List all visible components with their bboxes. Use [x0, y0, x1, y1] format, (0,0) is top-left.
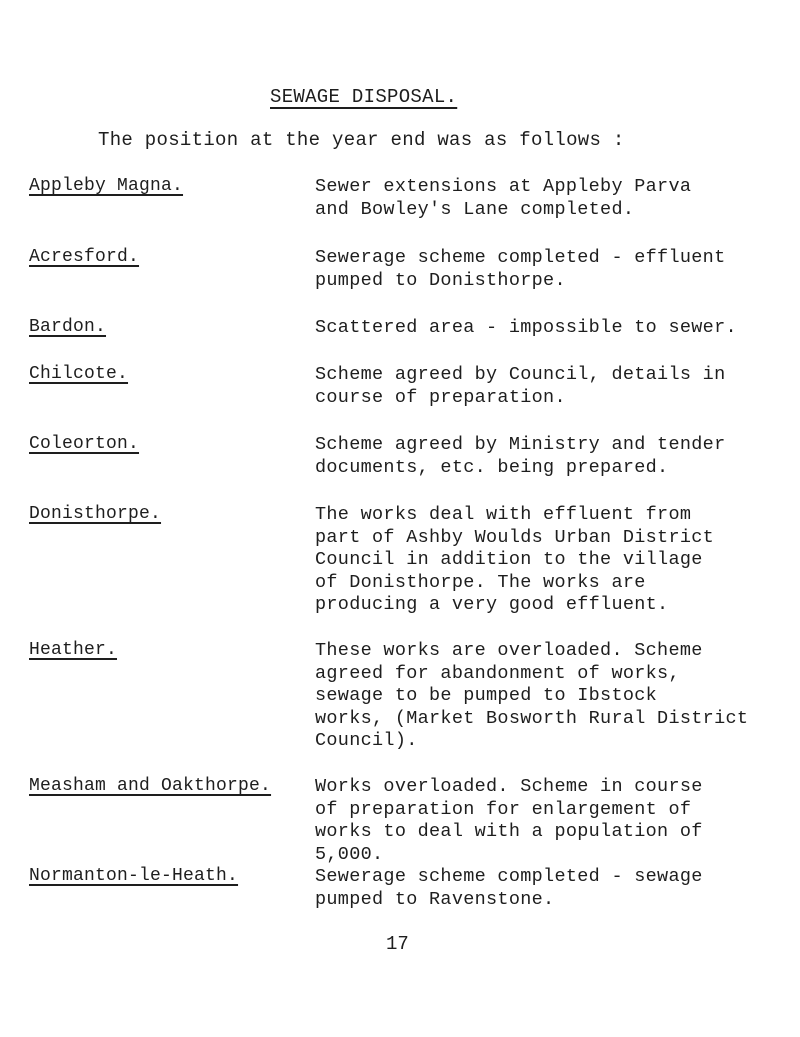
page-number: 17 [386, 933, 409, 955]
place-name: Donisthorpe. [29, 504, 162, 524]
place-name: Coleorton. [29, 434, 140, 454]
place-name: Bardon. [29, 317, 107, 337]
status-text: The works deal with effluent from part of Ashby Woulds Urban District Council in addition to the village of Donisthorpe. The works are producing a very good effluent. [315, 504, 715, 615]
place-name: Normanton-le-Heath. [29, 866, 239, 886]
place-name: Heather. [29, 640, 118, 660]
place-name: Appleby Magna. [29, 176, 184, 196]
place-name: Acresford. [29, 247, 140, 267]
status-text: Sewerage scheme completed - sewage pumped to Ravenstone. [315, 866, 703, 910]
intro-text: The position at the year end was as follows : [98, 129, 625, 151]
status-text: Scattered area - impossible to sewer. [315, 317, 737, 338]
status-text: These works are overloaded. Scheme agreed for abandonment of works, sewage to be pumped to Ibstock works, (Market Bosworth Rural District Council). [315, 640, 749, 751]
place-name: Measham and Oakthorpe. [29, 776, 272, 796]
place-name: Chilcote. [29, 364, 129, 384]
status-text: Sewer extensions at Appleby Parva and Bowley's Lane completed. [315, 176, 692, 220]
status-text: Works overloaded. Scheme in course of preparation for enlargement of works to deal with a population of 5,000. [315, 776, 703, 865]
status-text: Scheme agreed by Ministry and tender documents, etc. being prepared. [315, 434, 726, 478]
status-text: Scheme agreed by Council, details in course of preparation. [315, 364, 726, 408]
status-text: Sewerage scheme completed - effluent pumped to Donisthorpe. [315, 247, 726, 291]
page-title: SEWAGE DISPOSAL. [270, 86, 458, 108]
